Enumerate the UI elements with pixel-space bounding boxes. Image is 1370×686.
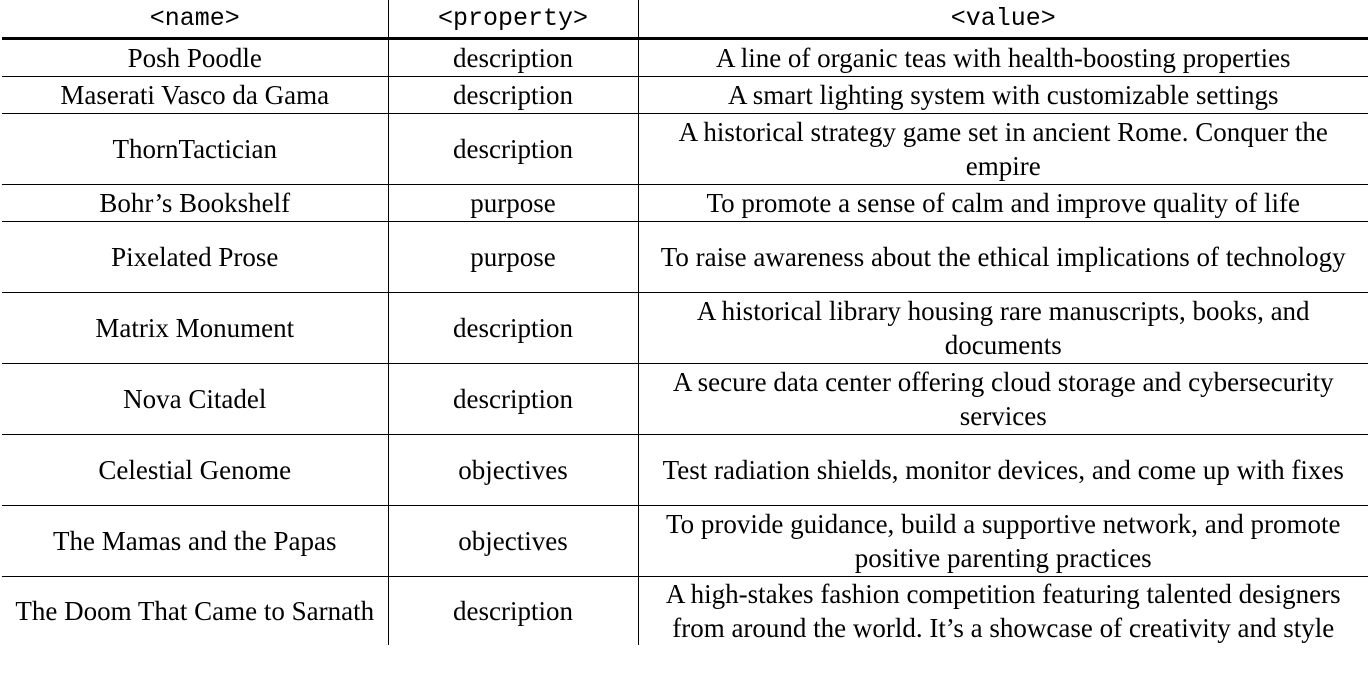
cell-property: description — [388, 293, 638, 364]
cell-name: Nova Citadel — [2, 364, 388, 435]
cell-property: description — [388, 39, 638, 77]
table-row — [2, 39, 1368, 77]
cell-name: Maserati Vasco da Gama — [2, 77, 388, 114]
cell-name: The Doom That Came to Sarnath — [2, 577, 388, 646]
cell-name: ThornTactician — [2, 114, 388, 185]
cell-value: A historical library housing rare manuscripts, books, and documents — [638, 293, 1368, 364]
table-row — [2, 435, 1368, 506]
cell-property: description — [388, 364, 638, 435]
table-row — [2, 185, 1368, 222]
cell-property: objectives — [388, 435, 638, 506]
header-value: <value> — [638, 0, 1368, 39]
cell-value: To promote a sense of calm and improve quality of life — [638, 185, 1368, 222]
table-row — [2, 293, 1368, 364]
cell-value: To raise awareness about the ethical implications of technology — [638, 222, 1368, 293]
cell-property: purpose — [388, 185, 638, 222]
table-body — [2, 39, 1368, 646]
cell-name: Bohr’s Bookshelf — [2, 185, 388, 222]
table-row — [2, 77, 1368, 114]
cell-value: A line of organic teas with health-boosting properties — [715, 43, 1291, 73]
header-property: <property> — [388, 0, 638, 39]
cell-name: Celestial Genome — [2, 435, 388, 506]
header-name: <name> — [2, 0, 388, 39]
cell-name: The Mamas and the Papas — [2, 506, 388, 577]
cell-name: Pixelated Prose — [2, 222, 388, 293]
table-row — [2, 222, 1368, 293]
cell-property: description — [388, 77, 638, 114]
cell-value: A secure data center offering cloud storage and cybersecurity services — [638, 364, 1368, 435]
cell-name: Matrix Monument — [2, 293, 388, 364]
cell-name: Posh Poodle — [2, 39, 388, 77]
header-row — [2, 0, 1368, 39]
cell-value: A high-stakes fashion competition featuring talented designers from around the world. It’s a showcase of creativity and style — [638, 577, 1368, 646]
cell-property: purpose — [388, 222, 638, 293]
cell-value: Test radiation shields, monitor devices, and come up with fixes — [638, 435, 1368, 506]
table-row — [2, 364, 1368, 435]
cell-property: description — [388, 114, 638, 185]
data-table — [2, 0, 1368, 645]
cell-value: A smart lighting system with customizable settings — [638, 77, 1368, 114]
cell-property: objectives — [388, 506, 638, 577]
cell-value: To provide guidance, build a supportive network, and promote positive parenting practices — [638, 506, 1368, 577]
cell-value: A historical strategy game set in ancient Rome. Conquer the empire — [638, 114, 1368, 185]
table-header — [2, 0, 1368, 39]
cell-property: description — [388, 577, 638, 646]
table-row — [2, 506, 1368, 577]
table-row — [2, 577, 1368, 646]
table-row — [2, 114, 1368, 185]
